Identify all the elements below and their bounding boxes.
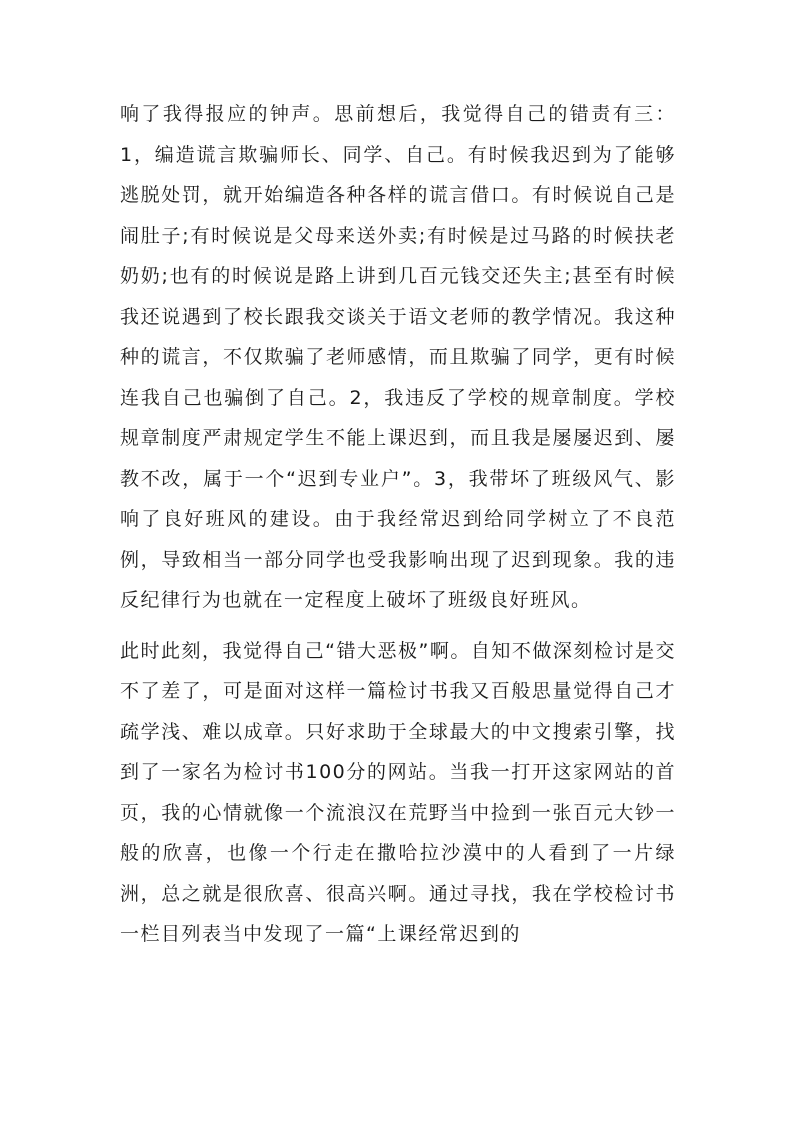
paragraph: 响了我得报应的钟声。思前想后，我觉得自己的错责有三：1，编造谎言欺骗师长、同学、自己。有时候我迟到为了能够逃脱处罚，就开始编造各种各样的谎言借口。有时候说自己是闹肚子;有时候说是父母来送外卖;有时候是过马路的时候扶老奶奶;也有的时候说是路上讲到几百元钱交还失主;甚至有时候我还说遇到了校长跟我交谈关于语文老师的教学情况。我这种种的谎言，不仅欺骗了老师感情，而且欺骗了同学，更有时候连我自己也骗倒了自己。2，我违反了学校的规章制度。学校规章制度严肃规定学生不能上课迟到，而且我是屡屡迟到、屡教不改，属于一个“迟到专业户”。3，我带坏了班级风气、影响了良好班风的建设。由于我经常迟到给同学树立了不良范例，导致相当一部分同学也受我影响出现了迟到现象。我的违反纪律行为也就在一定程度上破坏了班级良好班风。 <box>120 103 676 611</box>
document-body <box>120 94 676 955</box>
paragraph: 此时此刻，我觉得自己“错大恶极”啊。自知不做深刻检讨是交不了差了，可是面对这样一篇检讨书我又百般思量觉得自己才疏学浅、难以成章。只好求助于全球最大的中文搜索引擎，找到了一家名为检讨书100分的网站。当我一打开这家网站的首页，我的心情就像一个流浪汉在荒野当中捡到一张百元大钞一般的欣喜，也像一个行走在撒哈拉沙漠中的人看到了一片绿洲，总之就是很欣喜、很高兴啊。通过寻找，我在学校检讨书一栏目列表当中发现了一篇“上课经常迟到的 <box>120 639 676 945</box>
